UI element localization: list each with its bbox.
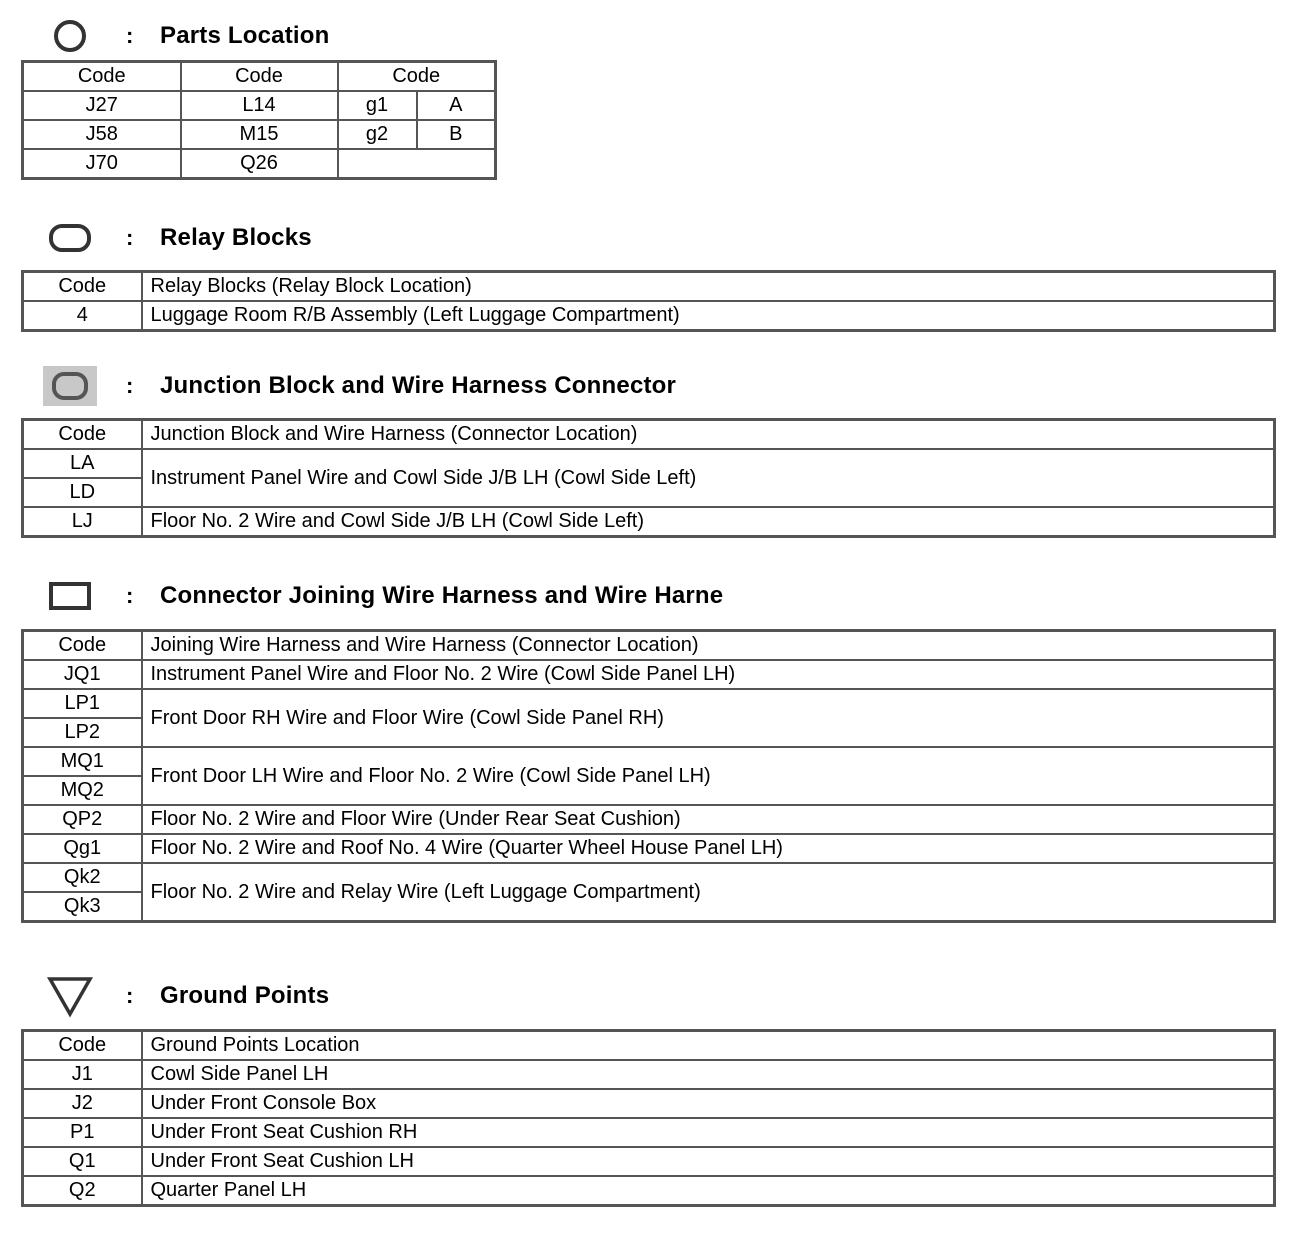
code-cell: LA	[23, 449, 142, 478]
code-cell: Qk2	[23, 863, 142, 892]
code-cell: P1	[23, 1118, 142, 1147]
junction-block-table	[21, 418, 1276, 538]
location-cell: Front Door RH Wire and Floor Wire (Cowl Side Panel RH)	[142, 689, 1275, 747]
location-cell: Floor No. 2 Wire and Relay Wire (Left Luggage Compartment)	[142, 863, 1275, 922]
section-title: Ground Points	[160, 982, 330, 1009]
code-cell: J58	[23, 120, 181, 149]
code-cell: L14	[181, 91, 338, 120]
table-row	[23, 91, 496, 120]
code-cell: MQ2	[23, 776, 142, 805]
header-cell: Code	[23, 272, 142, 302]
shaded-rounded-rectangle-icon	[40, 366, 100, 406]
code-cell: J70	[23, 149, 181, 179]
section-title: Relay Blocks	[160, 224, 312, 251]
header-cell: Relay Blocks (Relay Block Location)	[142, 272, 1275, 302]
location-cell: Under Front Seat Cushion LH	[142, 1147, 1275, 1176]
section-colon: :	[126, 225, 134, 250]
header-cell: Ground Points Location	[142, 1031, 1275, 1061]
location-cell: Floor No. 2 Wire and Roof No. 4 Wire (Quarter Wheel House Panel LH)	[142, 834, 1275, 863]
location-cell: Front Door LH Wire and Floor No. 2 Wire (Cowl Side Panel LH)	[142, 747, 1275, 805]
location-cell: Instrument Panel Wire and Floor No. 2 Wire (Cowl Side Panel LH)	[142, 660, 1275, 689]
connector-joining-heading	[40, 576, 723, 616]
table-header-row	[23, 272, 1275, 302]
section-colon: :	[126, 983, 134, 1008]
ground-points-table	[21, 1029, 1276, 1207]
table-row	[23, 689, 1275, 718]
code-cell: LJ	[23, 507, 142, 537]
code-cell: g1	[338, 91, 417, 120]
header-cell: Junction Block and Wire Harness (Connector Location)	[142, 420, 1275, 450]
header-cell: Code	[23, 631, 142, 661]
table-row	[23, 1176, 1275, 1206]
code-cell: LP2	[23, 718, 142, 747]
table-row	[23, 1147, 1275, 1176]
section-title: Parts Location	[160, 22, 330, 49]
code-cell: Qg1	[23, 834, 142, 863]
section-colon: :	[126, 583, 134, 608]
relay-blocks-table	[21, 270, 1276, 332]
table-row	[23, 301, 1275, 331]
table-row	[23, 449, 1275, 478]
code-cell: 4	[23, 301, 142, 331]
parts-location-table	[21, 60, 497, 180]
table-header-row	[23, 62, 496, 92]
code-cell: Q1	[23, 1147, 142, 1176]
rectangle-icon	[40, 576, 100, 616]
ground-points-heading	[40, 976, 329, 1016]
code-cell: M15	[181, 120, 338, 149]
code-cell: B	[417, 120, 496, 149]
location-cell: Instrument Panel Wire and Cowl Side J/B LH (Cowl Side Left)	[142, 449, 1275, 507]
code-cell: Q26	[181, 149, 338, 179]
section-title: Connector Joining Wire Harness and Wire Harne	[160, 582, 724, 609]
table-row	[23, 834, 1275, 863]
connector-joining-table	[21, 629, 1276, 923]
triangle-down-icon	[40, 976, 100, 1016]
junction-block-heading	[40, 366, 676, 406]
table-header-row	[23, 631, 1275, 661]
code-cell: A	[417, 91, 496, 120]
code-cell: g2	[338, 120, 417, 149]
code-cell: JQ1	[23, 660, 142, 689]
table-row	[23, 863, 1275, 892]
table-row	[23, 747, 1275, 776]
code-cell: LP1	[23, 689, 142, 718]
location-cell: Under Front Seat Cushion RH	[142, 1118, 1275, 1147]
code-cell: J1	[23, 1060, 142, 1089]
table-row	[23, 1118, 1275, 1147]
rounded-rectangle-icon	[40, 218, 100, 258]
header-cell: Code	[23, 1031, 142, 1061]
location-cell: Floor No. 2 Wire and Floor Wire (Under Rear Seat Cushion)	[142, 805, 1275, 834]
parts-location-heading	[40, 16, 330, 56]
section-colon: :	[126, 23, 134, 48]
table-row	[23, 1060, 1275, 1089]
table-row	[23, 660, 1275, 689]
code-cell: MQ1	[23, 747, 142, 776]
code-cell: QP2	[23, 805, 142, 834]
table-row	[23, 120, 496, 149]
table-header-row	[23, 420, 1275, 450]
section-colon: :	[126, 373, 134, 398]
table-row	[23, 1089, 1275, 1118]
location-cell: Quarter Panel LH	[142, 1176, 1275, 1206]
relay-blocks-heading	[40, 218, 312, 258]
code-cell: J2	[23, 1089, 142, 1118]
section-title: Junction Block and Wire Harness Connector	[160, 372, 677, 399]
code-cell: Qk3	[23, 892, 142, 922]
circle-icon	[40, 16, 100, 56]
header-cell: Code	[23, 420, 142, 450]
header-cell: Joining Wire Harness and Wire Harness (Connector Location)	[142, 631, 1275, 661]
code-cell: J27	[23, 91, 181, 120]
header-cell: Code	[23, 62, 181, 92]
location-cell: Floor No. 2 Wire and Cowl Side J/B LH (Cowl Side Left)	[142, 507, 1275, 537]
header-cell: Code	[181, 62, 338, 92]
code-cell: LD	[23, 478, 142, 507]
empty-cell	[338, 149, 496, 179]
table-row	[23, 805, 1275, 834]
table-header-row	[23, 1031, 1275, 1061]
header-cell: Code	[338, 62, 496, 92]
table-row	[23, 149, 496, 179]
location-cell: Cowl Side Panel LH	[142, 1060, 1275, 1089]
location-cell: Under Front Console Box	[142, 1089, 1275, 1118]
code-cell: Q2	[23, 1176, 142, 1206]
location-cell: Luggage Room R/B Assembly (Left Luggage Compartment)	[142, 301, 1275, 331]
table-row	[23, 507, 1275, 537]
